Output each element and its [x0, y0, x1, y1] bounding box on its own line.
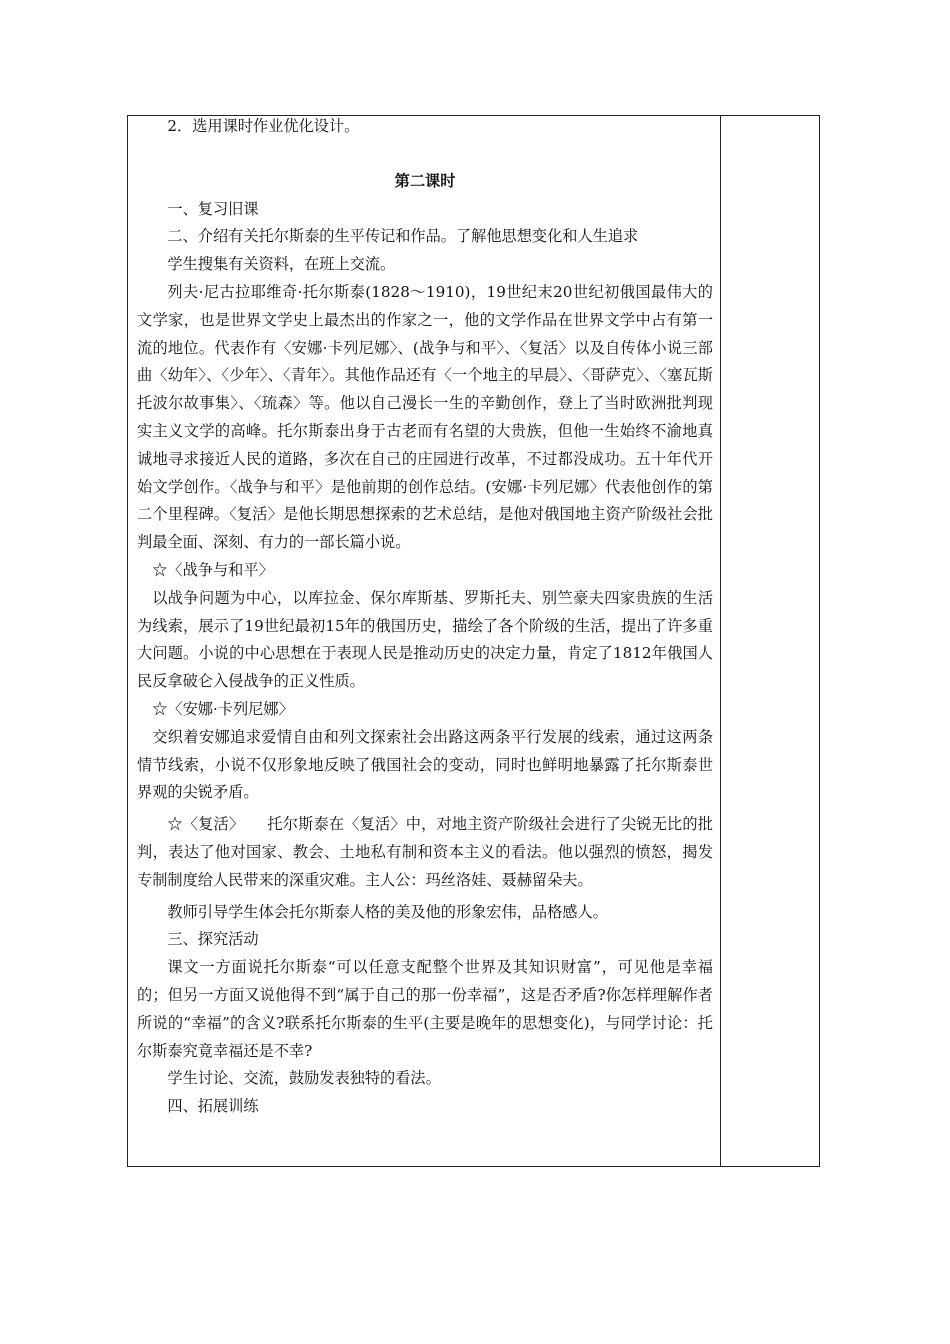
step-explore: 三、探究活动 — [167, 930, 259, 949]
step-extend: 四、拓展训练 — [167, 1097, 259, 1116]
teacher-guide: 教师引导学生体会托尔斯泰人格的美及他的形象宏伟，品格感人。 — [167, 902, 608, 921]
student-discuss: 学生讨论、交流，鼓励发表独特的看法。 — [167, 1069, 441, 1088]
explore-question: 课文一方面说托尔斯泰“可以任意支配整个世界及其知识财富”，可见他是幸福的；但另一方面又说他得不到“属于自己的那一份幸福”，这是否矛盾?你怎样理解作者所说的“幸福”的含义?联系托尔斯泰的生平(主要是晚年的思想变化)，与同学讨论：托尔斯泰究竟幸福还是不幸? — [137, 958, 713, 1060]
step-introduce: 二、介绍有关托尔斯泰的生平传记和作品。了解他思想变化和人生追求 — [167, 227, 639, 246]
anna-karenina-text: 交织着安娜追求爱情自由和列文探索社会出路这两条平行发展的线索，通过这两条情节线索，小说不仅形象地反映了俄国社会的变动，同时也鲜明地暴露了托尔斯泰世界观的尖锐矛盾。 — [137, 727, 713, 802]
war-and-peace-heading: ☆〈战争与和平〉 — [152, 560, 274, 579]
section-title: 第二课时 — [394, 171, 456, 190]
column-divider — [720, 115, 721, 1167]
war-and-peace-text: 以战争问题为中心，以库拉金、保尔库斯基、罗斯托夫、别竺豪夫四家贵族的生活为线索，展示了19世纪最初15年的俄国历史，描绘了各个阶级的生活，提出了许多重大问题。小说的中心思想在于表现人民是推动历史的决定力量，肯定了1812年俄国人民反拿破仑入侵战争的正义性质。 — [137, 588, 713, 691]
lesson-content — [137, 113, 713, 1121]
step-review: 一、复习旧课 — [167, 199, 259, 218]
anna-karenina-heading: ☆〈安娜·卡列尼娜〉 — [152, 699, 294, 718]
resurrection-text: ☆〈复活〉 托尔斯泰在〈复活〉中，对地主资产阶级社会进行了尖锐无比的批判，表达了他对国家、教会、土地私有制和资本主义的看法。他以强烈的愤怒，揭发专制制度给人民带来的深重灾难。主人公：玛丝洛娃、聂赫留朵夫。 — [137, 815, 713, 889]
student-collect: 学生搜集有关资料，在班上交流。 — [167, 255, 396, 274]
homework-line: 2．选用课时作业优化设计。 — [167, 117, 360, 135]
tolstoy-bio: 列夫·尼古拉耶维奇·托尔斯泰(1828～1910)，19世纪末20世纪初俄国最伟大的文学家，也是世界文学史上最杰出的作家之一，他的文学作品在世界文学中占有第一流的地位。代表作有〈安娜·卡列尼娜〉、(战争与和平〉、〈复活〉以及自传体小说三部曲〈幼年〉、〈少年〉、〈青年〉。其他作品还有〈一个地主的早晨〉、〈哥萨克〉、〈塞瓦斯托波尔故事集〉、〈琉森〉等。他以自己漫长一生的辛勤创作，登上了当时欧洲批判现实主义文学的高峰。托尔斯泰出身于古老而有名望的大贵族，但他一生始终不渝地真诚地寻求接近人民的道路，多次在自己的庄园进行改革，不过都没成功。五十年代开始文学创作。〈战争与和平〉是他前期的创作总结。(安娜·卡列尼娜〉代表他创作的第二个里程碑。〈复活〉是他长期思想探索的艺术总结，是他对俄国地主资产阶级社会批判最全面、深刻、有力的一部长篇小说。 — [137, 282, 713, 552]
